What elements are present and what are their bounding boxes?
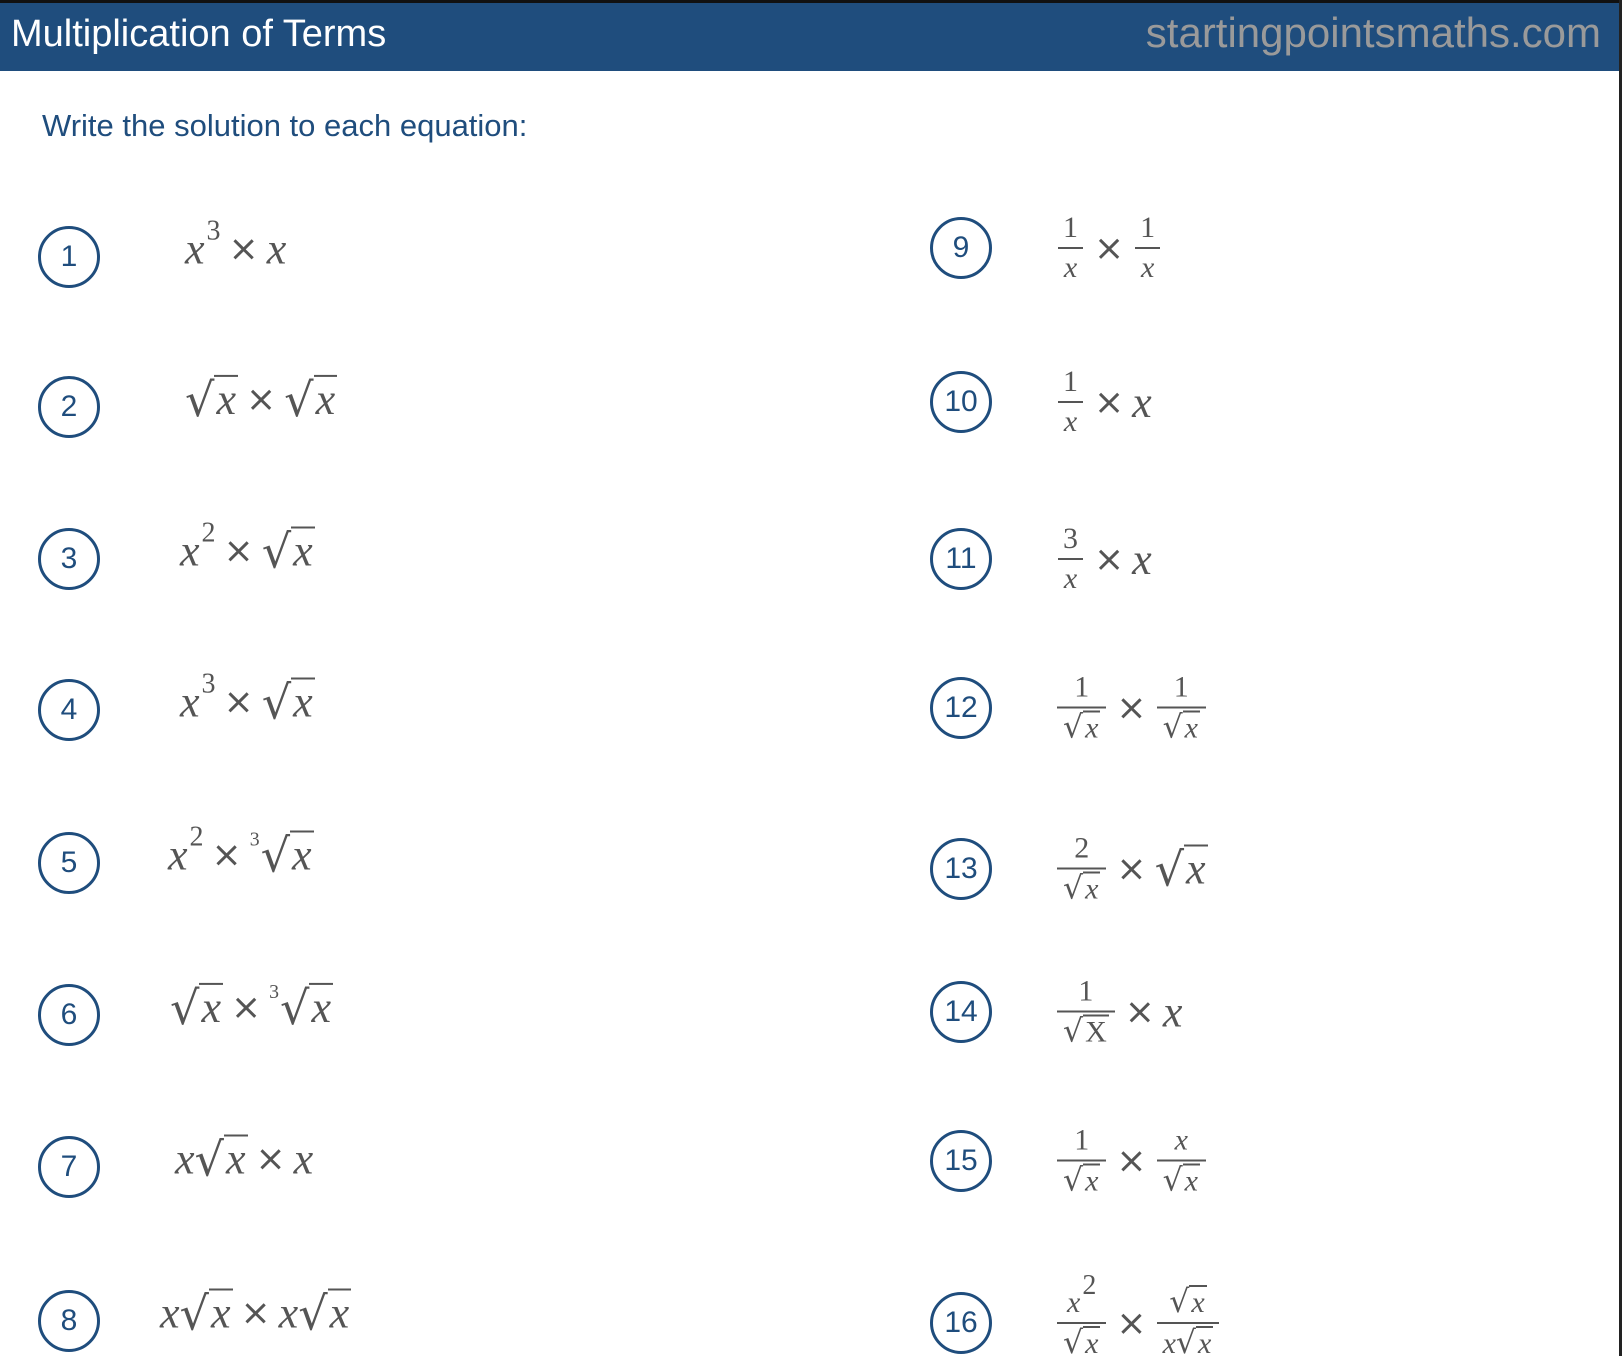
math-variable: x bbox=[1063, 251, 1078, 284]
question-expression bbox=[1055, 975, 1182, 1050]
square-root bbox=[1176, 1326, 1213, 1360]
times-sign: × bbox=[1124, 991, 1155, 1033]
square-root bbox=[194, 1132, 248, 1187]
math-variable: x bbox=[216, 374, 236, 424]
question-expression bbox=[1055, 1269, 1221, 1361]
radical-sign-icon: √ bbox=[284, 372, 314, 427]
math-variable: x bbox=[1162, 1327, 1176, 1360]
times-sign: × bbox=[1094, 538, 1125, 580]
root-index: 3 bbox=[269, 980, 280, 1003]
square-root bbox=[284, 372, 337, 427]
fraction bbox=[1134, 211, 1161, 285]
denominator bbox=[1058, 558, 1083, 596]
radical-sign-icon: √ bbox=[280, 980, 310, 1035]
math-variable: x bbox=[293, 677, 313, 727]
square-root bbox=[261, 524, 315, 579]
radicand bbox=[1183, 711, 1200, 745]
radicand bbox=[1183, 1164, 1200, 1198]
numerator bbox=[1061, 1269, 1102, 1322]
times-sign: × bbox=[1094, 381, 1125, 423]
question-number-badge: 10 bbox=[930, 371, 992, 433]
question-number-badge: 8 bbox=[38, 1290, 100, 1352]
radicand bbox=[290, 831, 314, 879]
radical-sign-icon: √ bbox=[1169, 1284, 1190, 1320]
denominator bbox=[1157, 707, 1206, 746]
math-variable: x bbox=[1141, 251, 1155, 284]
times-sign: × bbox=[255, 1138, 286, 1180]
question-expression bbox=[1055, 832, 1208, 907]
denominator bbox=[1157, 1160, 1206, 1199]
radical-sign-icon: √ bbox=[1162, 1162, 1183, 1199]
question-number-badge: 16 bbox=[930, 1292, 992, 1354]
math-variable: x bbox=[278, 1288, 299, 1338]
times-sign: × bbox=[1094, 227, 1125, 269]
math-variable: x bbox=[1063, 405, 1078, 438]
radicand bbox=[1083, 1164, 1100, 1198]
radicand bbox=[214, 375, 238, 423]
denominator bbox=[1157, 1322, 1220, 1361]
denominator bbox=[1057, 1011, 1115, 1050]
radicand bbox=[1083, 1326, 1100, 1360]
question-number-badge: 12 bbox=[930, 677, 992, 739]
radical-sign-icon: √ bbox=[1063, 1013, 1084, 1050]
radicand bbox=[291, 678, 315, 726]
question-expression bbox=[1055, 211, 1163, 285]
question-number-badge: 11 bbox=[930, 528, 992, 590]
math-number: X bbox=[1085, 1015, 1107, 1049]
math-number: 2 bbox=[1074, 831, 1090, 865]
question-expression bbox=[1055, 522, 1152, 596]
math-variable: x bbox=[210, 1288, 231, 1338]
square-root bbox=[1063, 711, 1100, 745]
math-number: 1 bbox=[1074, 1123, 1090, 1157]
times-sign: × bbox=[1116, 848, 1147, 890]
numerator bbox=[1134, 211, 1161, 247]
fraction bbox=[1157, 1124, 1206, 1199]
question-expression bbox=[168, 821, 314, 883]
square-root bbox=[1063, 1015, 1109, 1049]
question-expression bbox=[1055, 1124, 1208, 1199]
math-variable: x bbox=[1085, 711, 1099, 745]
square-root bbox=[1169, 1285, 1206, 1319]
cube-root bbox=[269, 980, 333, 1035]
math-variable: x bbox=[1184, 711, 1198, 745]
radical-sign-icon: √ bbox=[194, 1132, 224, 1187]
fraction bbox=[1057, 211, 1084, 285]
radical-sign-icon: √ bbox=[1063, 1162, 1084, 1199]
numerator bbox=[1072, 975, 1099, 1011]
math-variable: x bbox=[311, 982, 331, 1032]
square-root bbox=[179, 1286, 233, 1341]
radicand bbox=[1083, 1015, 1109, 1049]
denominator bbox=[1057, 707, 1106, 746]
radical-sign-icon: √ bbox=[1063, 1324, 1084, 1361]
root-index: 3 bbox=[249, 828, 260, 851]
radical-sign-icon: √ bbox=[170, 980, 200, 1035]
radical-sign-icon: √ bbox=[185, 372, 215, 427]
radicand bbox=[309, 983, 333, 1031]
question-number-badge: 5 bbox=[38, 832, 100, 894]
radicand bbox=[224, 1135, 248, 1183]
times-sign: × bbox=[1116, 1302, 1147, 1344]
header-bar bbox=[0, 3, 1619, 71]
fraction bbox=[1157, 671, 1206, 746]
math-variable: x bbox=[266, 224, 287, 274]
fraction bbox=[1157, 1285, 1220, 1361]
math-variable: x bbox=[1085, 1164, 1099, 1198]
question-expression bbox=[180, 517, 315, 579]
math-variable: x bbox=[180, 526, 200, 576]
radicand bbox=[209, 1289, 233, 1337]
square-root bbox=[170, 980, 223, 1035]
question-expression bbox=[170, 980, 333, 1035]
numerator bbox=[1169, 1124, 1194, 1160]
math-variable: x bbox=[225, 1134, 246, 1184]
times-sign: × bbox=[223, 530, 254, 572]
denominator bbox=[1057, 1322, 1106, 1361]
math-exponent: 3 bbox=[201, 668, 216, 699]
radicand bbox=[291, 527, 315, 575]
math-number: 1 bbox=[1074, 670, 1090, 704]
numerator bbox=[1057, 211, 1084, 247]
times-sign: × bbox=[245, 378, 277, 420]
fraction bbox=[1057, 522, 1084, 596]
radical-sign-icon: √ bbox=[179, 1286, 209, 1341]
square-root bbox=[1154, 842, 1208, 897]
radicand bbox=[1189, 1285, 1206, 1319]
math-variable: x bbox=[180, 677, 200, 727]
radical-sign-icon: √ bbox=[260, 828, 291, 883]
math-variable: x bbox=[1085, 872, 1099, 906]
square-root bbox=[1163, 711, 1200, 745]
radical-sign-icon: √ bbox=[1154, 842, 1185, 897]
math-variable: x bbox=[168, 830, 188, 880]
math-variable: x bbox=[292, 830, 312, 880]
question-expression bbox=[185, 215, 287, 275]
math-variable: x bbox=[315, 374, 336, 424]
times-sign: × bbox=[230, 986, 262, 1028]
math-number: 1 bbox=[1173, 670, 1189, 704]
math-exponent: 3 bbox=[206, 215, 221, 246]
times-sign: × bbox=[240, 1292, 271, 1334]
radical-sign-icon: √ bbox=[1063, 870, 1084, 907]
times-sign: × bbox=[223, 681, 254, 723]
radicand bbox=[328, 1289, 352, 1337]
math-variable: x bbox=[1132, 534, 1152, 584]
square-root bbox=[1063, 1326, 1100, 1360]
square-root bbox=[298, 1286, 351, 1341]
radicand bbox=[314, 375, 338, 423]
question-number-badge: 14 bbox=[930, 981, 992, 1043]
math-variable: x bbox=[1162, 987, 1183, 1037]
radical-sign-icon: √ bbox=[1175, 1325, 1196, 1361]
radicand bbox=[1083, 711, 1100, 745]
numerator bbox=[1068, 832, 1095, 868]
question-number-badge: 9 bbox=[930, 217, 992, 279]
page-title: Multiplication of Terms bbox=[11, 13, 387, 55]
times-sign: × bbox=[1116, 687, 1147, 729]
math-variable: x bbox=[1197, 1327, 1212, 1360]
question-number-badge: 1 bbox=[38, 226, 100, 288]
denominator bbox=[1057, 1160, 1106, 1199]
math-number: 1 bbox=[1063, 211, 1078, 244]
question-expression bbox=[180, 668, 315, 730]
radical-sign-icon: √ bbox=[261, 675, 292, 730]
math-number: 1 bbox=[1140, 211, 1156, 244]
math-number: 3 bbox=[1063, 522, 1078, 555]
numerator bbox=[1057, 522, 1084, 558]
math-variable: x bbox=[329, 1288, 350, 1338]
times-sign: × bbox=[228, 228, 259, 270]
square-root bbox=[261, 675, 315, 730]
radicand bbox=[1196, 1326, 1213, 1360]
math-variable: x bbox=[293, 526, 313, 576]
math-variable: x bbox=[160, 1288, 180, 1338]
math-exponent: 2 bbox=[201, 517, 216, 548]
math-variable: x bbox=[293, 1134, 314, 1184]
denominator bbox=[1135, 247, 1160, 285]
square-root bbox=[1163, 1164, 1200, 1198]
numerator bbox=[1163, 1285, 1212, 1322]
numerator bbox=[1168, 671, 1195, 707]
square-root bbox=[1063, 872, 1100, 906]
question-number-badge: 15 bbox=[930, 1130, 992, 1192]
fraction bbox=[1057, 365, 1084, 439]
times-sign: × bbox=[211, 834, 242, 876]
question-number-badge: 3 bbox=[38, 528, 100, 590]
radical-sign-icon: √ bbox=[1063, 709, 1084, 746]
fraction bbox=[1057, 1124, 1106, 1199]
radicand bbox=[1083, 872, 1100, 906]
numerator bbox=[1068, 1124, 1095, 1160]
fraction bbox=[1057, 671, 1106, 746]
site-name: startingpointsmaths.com bbox=[1145, 9, 1601, 56]
numerator bbox=[1057, 365, 1084, 401]
question-number-badge: 2 bbox=[38, 376, 100, 438]
question-number-badge: 13 bbox=[930, 838, 992, 900]
question-expression bbox=[185, 372, 337, 427]
question-expression bbox=[175, 1134, 313, 1185]
question-number-badge: 7 bbox=[38, 1136, 100, 1198]
radical-sign-icon: √ bbox=[298, 1286, 328, 1341]
math-variable: x bbox=[1132, 377, 1152, 427]
question-expression bbox=[1055, 671, 1208, 746]
math-variable: x bbox=[1067, 1285, 1081, 1319]
denominator bbox=[1057, 868, 1106, 907]
radical-sign-icon: √ bbox=[1162, 709, 1183, 746]
math-variable: x bbox=[185, 224, 205, 274]
math-variable: x bbox=[1184, 1164, 1198, 1198]
math-variable: x bbox=[1174, 1123, 1188, 1157]
question-expression bbox=[160, 1288, 351, 1339]
math-variable: x bbox=[1186, 844, 1206, 894]
fraction bbox=[1057, 832, 1106, 907]
denominator bbox=[1058, 401, 1083, 439]
square-root bbox=[1063, 1164, 1100, 1198]
math-variable: x bbox=[201, 982, 221, 1032]
cube-root bbox=[249, 828, 314, 883]
radicand bbox=[199, 983, 223, 1031]
question-number-badge: 4 bbox=[38, 679, 100, 741]
math-variable: x bbox=[175, 1134, 195, 1184]
math-number: 1 bbox=[1063, 365, 1078, 398]
math-variable: x bbox=[1063, 562, 1078, 595]
math-exponent: 2 bbox=[189, 821, 204, 852]
question-expression bbox=[1055, 365, 1152, 439]
denominator bbox=[1058, 247, 1083, 285]
math-exponent: 2 bbox=[1082, 1269, 1097, 1301]
math-variable: x bbox=[1085, 1326, 1099, 1360]
radicand bbox=[1184, 845, 1208, 893]
fraction bbox=[1057, 975, 1115, 1050]
fraction bbox=[1057, 1269, 1106, 1361]
radical-sign-icon: √ bbox=[261, 524, 292, 579]
times-sign: × bbox=[1116, 1140, 1147, 1182]
math-variable: x bbox=[1191, 1286, 1205, 1319]
instruction-text: Write the solution to each equation: bbox=[42, 108, 528, 143]
square-root bbox=[185, 372, 238, 427]
math-number: 1 bbox=[1078, 974, 1094, 1008]
numerator bbox=[1068, 671, 1095, 707]
question-number-badge: 6 bbox=[38, 984, 100, 1046]
